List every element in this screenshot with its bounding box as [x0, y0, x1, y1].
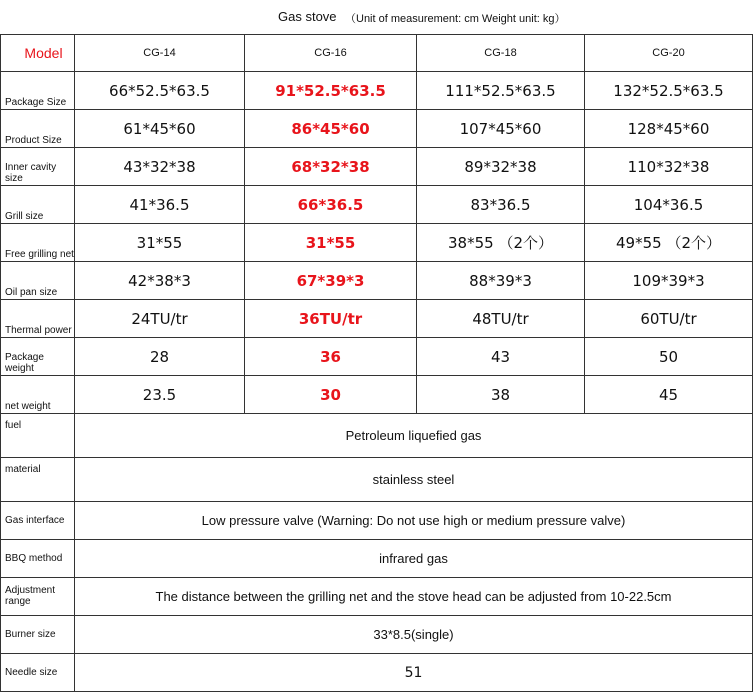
table-cell: 38*55 （2个）: [417, 224, 585, 262]
table-cell: 132*52.5*63.5: [585, 72, 753, 110]
merged-cell-needle-size: 51: [75, 654, 753, 692]
spec-table: [0, 34, 753, 692]
table-cell-highlight: 31*55: [245, 224, 417, 262]
table-cell-highlight: 91*52.5*63.5: [245, 72, 417, 110]
table-cell-highlight: 86*45*60: [245, 110, 417, 148]
table-row: [1, 148, 753, 186]
table-cell: 41*36.5: [75, 186, 245, 224]
merged-cell-adjustment-range: The distance between the grilling net and the stove head can be adjusted from 10-22.5cm: [75, 578, 753, 616]
title-main: Gas stove: [278, 9, 337, 24]
table-row: [1, 376, 753, 414]
merged-cell-burner-size: 33*8.5(single): [75, 616, 753, 654]
table-cell: 49*55 （2个）: [585, 224, 753, 262]
model-header-label: Model: [1, 35, 75, 72]
row-label: net weight: [1, 376, 75, 414]
document-title: [0, 6, 756, 30]
table-cell: 50: [585, 338, 753, 376]
table-row: [1, 186, 753, 224]
row-label: Grill size: [1, 186, 75, 224]
table-cell: 31*55: [75, 224, 245, 262]
table-row: [1, 262, 753, 300]
model-cg16: CG-16: [245, 35, 417, 72]
table-cell-highlight: 66*36.5: [245, 186, 417, 224]
row-label: Package Size: [1, 72, 75, 110]
table-row-merged: [1, 502, 753, 540]
merged-cell-fuel: Petroleum liquefied gas: [75, 414, 753, 458]
row-label: BBQ method: [1, 540, 75, 578]
row-label: Product Size: [1, 110, 75, 148]
model-cg14: CG-14: [75, 35, 245, 72]
table-row-merged: [1, 578, 753, 616]
row-label: Burner size: [1, 616, 75, 654]
row-label: material: [1, 458, 75, 502]
table-cell: 110*32*38: [585, 148, 753, 186]
table-row-merged: [1, 654, 753, 692]
model-cg20: CG-20: [585, 35, 753, 72]
table-row: [1, 338, 753, 376]
row-label: Gas interface: [1, 502, 75, 540]
table-cell: 60TU/tr: [585, 300, 753, 338]
table-row-merged: [1, 414, 753, 458]
row-label: Free grilling net: [1, 224, 75, 262]
table-row: [1, 224, 753, 262]
table-cell: 107*45*60: [417, 110, 585, 148]
table-row-merged: [1, 458, 753, 502]
table-cell: 43: [417, 338, 585, 376]
table-cell: 48TU/tr: [417, 300, 585, 338]
row-label: Oil pan size: [1, 262, 75, 300]
header-row: [1, 35, 753, 72]
row-label: fuel: [1, 414, 75, 458]
row-label: Needle size: [1, 654, 75, 692]
table-cell-highlight: 36: [245, 338, 417, 376]
table-cell: 128*45*60: [585, 110, 753, 148]
table-cell-highlight: 36TU/tr: [245, 300, 417, 338]
table-cell: 66*52.5*63.5: [75, 72, 245, 110]
table-cell-highlight: 67*39*3: [245, 262, 417, 300]
table-cell: 109*39*3: [585, 262, 753, 300]
table-cell: 38: [417, 376, 585, 414]
table-cell: 45: [585, 376, 753, 414]
table-cell: 28: [75, 338, 245, 376]
row-label: Thermal power: [1, 300, 75, 338]
table-row-merged: [1, 616, 753, 654]
model-cg18: CG-18: [417, 35, 585, 72]
merged-cell-gas-interface: Low pressure valve (Warning: Do not use high or medium pressure valve): [75, 502, 753, 540]
row-label: Package weight: [1, 338, 75, 376]
table-cell-highlight: 68*32*38: [245, 148, 417, 186]
merged-cell-bbq-method: infrared gas: [75, 540, 753, 578]
table-row: [1, 110, 753, 148]
table-cell: 83*36.5: [417, 186, 585, 224]
table-cell: 42*38*3: [75, 262, 245, 300]
table-row-merged: [1, 540, 753, 578]
row-label: Adjustment range: [1, 578, 75, 616]
merged-cell-material: stainless steel: [75, 458, 753, 502]
table-cell: 111*52.5*63.5: [417, 72, 585, 110]
table-cell: 23.5: [75, 376, 245, 414]
table-cell: 24TU/tr: [75, 300, 245, 338]
row-label: Inner cavity size: [1, 148, 75, 186]
table-cell: 88*39*3: [417, 262, 585, 300]
table-cell-highlight: 30: [245, 376, 417, 414]
table-row: [1, 72, 753, 110]
table-cell: 43*32*38: [75, 148, 245, 186]
table-row: [1, 300, 753, 338]
table-cell: 104*36.5: [585, 186, 753, 224]
table-cell: 89*32*38: [417, 148, 585, 186]
title-units: （Unit of measurement: cm Weight unit: kg）: [345, 13, 566, 25]
table-cell: 61*45*60: [75, 110, 245, 148]
